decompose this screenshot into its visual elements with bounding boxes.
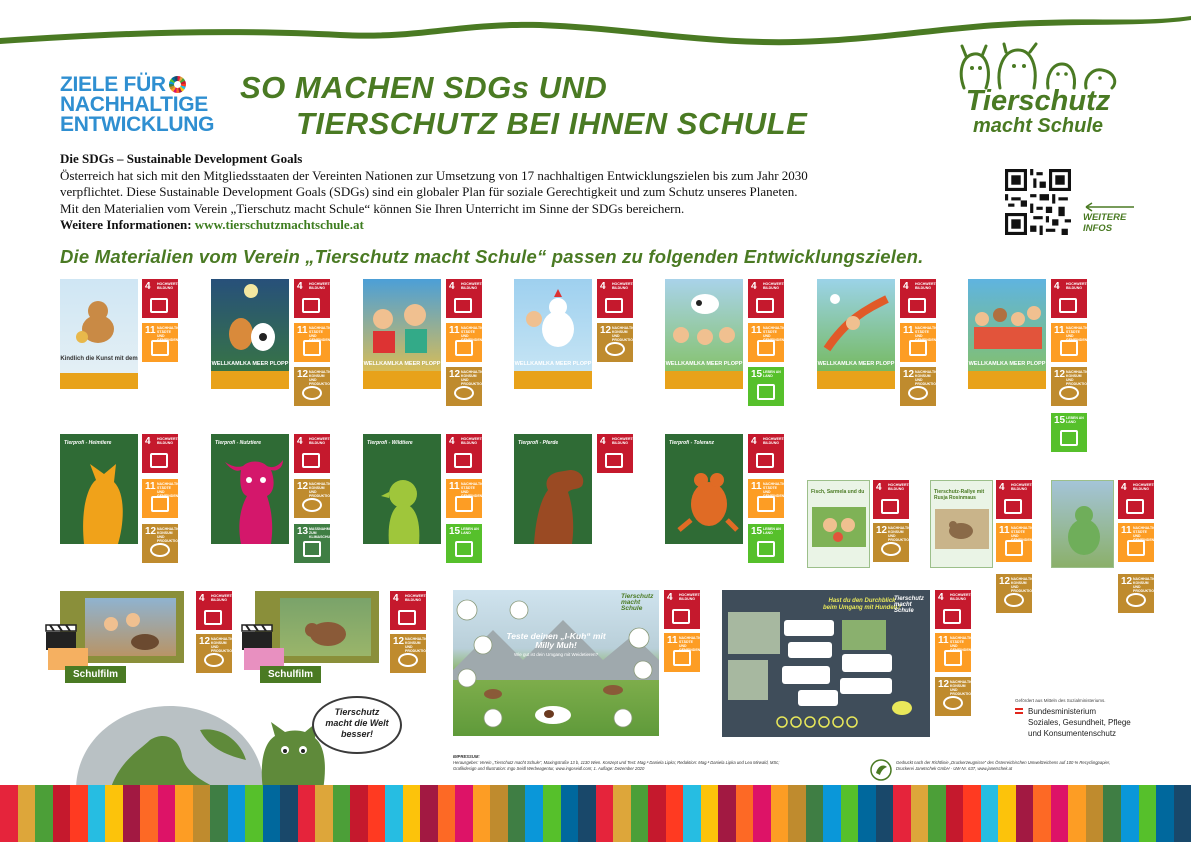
- cover-footer: [363, 371, 441, 389]
- more-infos-line1: WEITERE: [1083, 212, 1127, 223]
- ministry-funding-note: Gefördert aus Mitteln des Sozialministeriums.: [1015, 698, 1106, 703]
- book-cover-6-caption: WELLKAMLKA MEER PLOPP: [817, 361, 895, 367]
- horse-silhouette: [514, 434, 592, 544]
- sdg-tile-4: 4 HOCHWERTIGE BILDUNG: [597, 434, 633, 473]
- cover-footer: [514, 371, 592, 389]
- cover-footer: [817, 371, 895, 389]
- sdg-tile-11: 11 NACHHALTIGE STÄDTE UND GEMEINDEN: [1051, 323, 1087, 362]
- sdg-tile-11: 11 NACHHALTIGE STÄDTE UND GEMEINDEN: [142, 479, 178, 518]
- intro-more-label: Weitere Informationen:: [60, 217, 192, 232]
- booklet-cover-1-title: Fisch, Sarmela und du: [811, 489, 865, 495]
- cover-footer: [60, 373, 138, 389]
- sdg-tile-12: 12 NACHHALTIGE/R KONSUM UND PRODUKTION: [996, 574, 1032, 613]
- animals-outline-icon: [952, 42, 1122, 90]
- impressum-line1: Herausgeber: Verein „Tierschutz macht Schule“, Maxingstraße 13 b, 1130 Wien. Konzept und Text: Mag.ª Daniela Lipka; Redaktion: Mag.ª Daniela Lipka und Lea Mirwald, MSc;: [453, 760, 780, 765]
- cow-silhouette: [211, 434, 289, 544]
- poster-brand: Tierschutz macht Schule: [894, 596, 924, 614]
- sdg-tile-4: 4 HOCHWERTIGE BILDUNG: [748, 434, 784, 473]
- brand-name: Tierschutz: [965, 85, 1111, 117]
- sdg-tile-12: 12 NACHHALTIGE/R KONSUM UND PRODUKTION: [900, 367, 936, 406]
- sdg-tile-12: 12 NACHHALTIGE/R KONSUM UND PRODUKTION: [142, 524, 178, 563]
- poster-cow-quiz[interactable]: [453, 590, 659, 736]
- film-still-1: [85, 598, 176, 656]
- sdg-tile-12: 12 NACHHALTIGE/R KONSUM UND PRODUKTION: [196, 634, 232, 673]
- booklet-cover-1[interactable]: [807, 480, 870, 568]
- tierprofi-cover-4[interactable]: [514, 434, 592, 544]
- headline-line2: TIERSCHUTZ BEI IHNEN SCHULE: [296, 106, 808, 141]
- bird-silhouette: [363, 434, 441, 544]
- sdg-tile-12: 12 NACHHALTIGE/R KONSUM UND PRODUKTION: [935, 677, 971, 716]
- tierprofi-cover-5-title: Tierprofi - Toleranz: [669, 440, 715, 446]
- sdg-tile-12: 12 NACHHALTIGE/R KONSUM UND PRODUKTION: [390, 634, 426, 673]
- dog-safety-illustration: [722, 590, 930, 737]
- sdg-tile-11: 11 NACHHALTIGE STÄDTE UND GEMEINDEN: [935, 633, 971, 672]
- intro-title: Die SDGs – Sustainable Development Goals: [60, 151, 303, 166]
- book-cover-3-caption: WELLKAMLKA MEER PLOPP: [363, 361, 441, 367]
- sdg-tile-4: 4 HOCHWERTIGE BILDUNG: [446, 279, 482, 318]
- sdg-tile-4: 4 HOCHWERTIGE BILDUNG: [390, 591, 426, 630]
- austria-flag-icon: [1015, 708, 1023, 714]
- book-cover-2[interactable]: [211, 279, 289, 389]
- intro-body-3: Mit den Materialien vom Verein „Tierschutz macht Schule“ können Sie Ihren Unterricht im Sinne der SDGs bereichern.: [60, 200, 685, 216]
- tierprofi-cover-2[interactable]: [211, 434, 289, 544]
- sdg-tile-4: 4 HOCHWERTIGE BILDUNG: [1118, 480, 1154, 519]
- slide-illustration: [817, 279, 895, 359]
- sdg-logo-line1: ZIELE FÜR: [60, 73, 166, 96]
- bubble-line1: Tierschutz: [334, 707, 380, 717]
- sdg-tile-4: 4 HOCHWERTIGE BILDUNG: [664, 590, 700, 629]
- sdg-tile-11: 11 NACHHALTIGE STÄDTE UND GEMEINDEN: [142, 323, 178, 362]
- book-cover-4-caption: WELLKAMLKA MEER PLOPP: [514, 361, 592, 367]
- sdg-tile-4: 4 HOCHWERTIGE BILDUNG: [294, 434, 330, 473]
- book-cover-3[interactable]: [363, 279, 441, 389]
- sdg-tile-13: 13 MASSNAHMEN ZUM KLIMASCHUTZ: [294, 524, 330, 563]
- intro-body-1: Österreich hat sich mit den Mitgliedsstaaten der Vereinten Nationen zur Umsetzung von 17 nachhaltigen Entwicklungszielen bis zum Jahr 2030: [60, 167, 808, 183]
- tierprofi-cover-3-title: Tierprofi - Wildtiere: [367, 440, 413, 446]
- brand-logo: [938, 40, 1138, 136]
- tierprofi-cover-1[interactable]: [60, 434, 138, 544]
- tierprofi-cover-5[interactable]: [665, 434, 743, 544]
- group-illustration: [968, 279, 1046, 359]
- intro-text: [60, 151, 990, 234]
- intro-body-2: verpflichtet. Diese Sustainable Development Goals (SDGs) sind ein globaler Plan für soziale Gerechtigkeit und zum Schutz unseres Planeten.: [60, 184, 798, 199]
- sdg-tile-4: 4 HOCHWERTIGE BILDUNG: [748, 279, 784, 318]
- sdg-tile-11: 11 NACHHALTIGE STÄDTE UND GEMEINDEN: [664, 633, 700, 672]
- poster-dog-quiz[interactable]: [722, 590, 930, 737]
- sdg-tile-4: 4 HOCHWERTIGE BILDUNG: [196, 591, 232, 630]
- farm-illustration: [665, 279, 743, 359]
- sdg-tile-11: 11 NACHHALTIGE STÄDTE UND GEMEINDEN: [294, 323, 330, 362]
- sdg-tile-11: 11 NACHHALTIGE STÄDTE UND GEMEINDEN: [748, 323, 784, 362]
- booklet-cover-2-title: Tierschutz-Rallye mit Rusja Rosinmaus: [934, 489, 985, 501]
- sdg-tile-11: 11 NACHHALTIGE STÄDTE UND GEMEINDEN: [446, 479, 482, 518]
- book-cover-6[interactable]: [817, 279, 895, 389]
- print-note-line1: Gedruckt nach der Richtlinie „Druckerzeugnisse“ des Österreichischen Umweltzeichens auf 100 % Recyclingpapier,: [896, 760, 1111, 765]
- brand-subname: macht Schule: [972, 115, 1104, 137]
- impressum: [453, 754, 853, 772]
- schulfilm-1-label: Schulfilm: [65, 666, 126, 683]
- sdg-tile-4: 4 HOCHWERTIGE BILDUNG: [900, 279, 936, 318]
- headline-line1: SO MACHEN SDGs UND: [240, 70, 608, 105]
- sdg-tile-11: 11 NACHHALTIGE STÄDTE UND GEMEINDEN: [900, 323, 936, 362]
- schulfilm-2-label: Schulfilm: [260, 666, 321, 683]
- poster-dog-quiz-title: Hast du den Durchblick beim Umgang mit Hunden?: [823, 598, 901, 611]
- poster-brand: Tierschutz macht Schule: [621, 593, 654, 612]
- website-link[interactable]: www.tierschutzmachtschule.at: [194, 217, 364, 232]
- sdg-wheel-icon: [169, 76, 186, 93]
- book-cover-5-caption: WELLKAMLKA MEER PLOPP: [665, 361, 743, 367]
- qr-code[interactable]: [1005, 169, 1071, 235]
- bubble-line3: besser!: [340, 729, 374, 739]
- speech-bubble: [312, 696, 402, 754]
- dragon-illustration: [1052, 481, 1115, 569]
- book-cover-5[interactable]: [665, 279, 743, 389]
- ministry-line3: und Konsumentenschutz: [1028, 729, 1117, 738]
- book-cover-1[interactable]: [60, 279, 138, 389]
- book-cover-7-caption: WELLKAMLKA MEER PLOPP: [968, 361, 1046, 367]
- sdg-tile-15: 15 LEBEN AN LAND: [1051, 413, 1087, 452]
- sdg-tile-4: 4 HOCHWERTIGE BILDUNG: [873, 480, 909, 519]
- sdg-tile-12: 12 NACHHALTIGE/R KONSUM UND PRODUKTION: [1051, 367, 1087, 406]
- book-cover-7[interactable]: [968, 279, 1046, 389]
- sdg-tile-15: 15 LEBEN AN LAND: [748, 367, 784, 406]
- book-cover-2-caption: WELLKAMLKA MEER PLOPP: [211, 361, 289, 367]
- tierprofi-cover-2-title: Tierprofi - Nutztiere: [215, 440, 262, 446]
- materials-subhead: Die Materialien vom Verein „Tierschutz macht Schule“ passen zu folgenden Entwicklungszielen.: [60, 246, 924, 267]
- sdg-tile-4: 4 HOCHWERTIGE BILDUNG: [142, 279, 178, 318]
- arrow-left-icon: [1084, 202, 1136, 212]
- sdg-logo: [60, 73, 215, 136]
- booklet-cover-2[interactable]: [930, 480, 993, 568]
- ministry-line2: Soziales, Gesundheit, Pflege: [1028, 718, 1131, 727]
- sdg-tile-15: 15 LEBEN AN LAND: [446, 524, 482, 563]
- impressum-line2: Grafikdesign und Illustration: Ingo Seidl Werbeagentur, www.ingoseidl.com; 1. Auflage: Dezember 2020: [453, 766, 645, 771]
- cover-footer: [968, 371, 1046, 389]
- print-note: [896, 760, 1186, 772]
- sdg-tile-15: 15 LEBEN AN LAND: [748, 524, 784, 563]
- cat-silhouette: [60, 434, 138, 544]
- sdg-logo-line2: NACHHALTIGE: [60, 93, 208, 116]
- booklet-cover-3[interactable]: [1051, 480, 1114, 568]
- sdg-logo-line3: ENTWICKLUNG: [60, 113, 215, 136]
- tierprofi-cover-4-title: Tierprofi - Pferde: [518, 440, 559, 446]
- sdg-tile-11: 11 NACHHALTIGE STÄDTE UND GEMEINDEN: [996, 523, 1032, 562]
- tierprofi-cover-3[interactable]: [363, 434, 441, 544]
- sdg-tile-12: 12 NACHHALTIGE/R KONSUM UND PRODUKTION: [446, 367, 482, 406]
- sdg-tile-12: 12 NACHHALTIGE/R KONSUM UND PRODUKTION: [597, 323, 633, 362]
- tierprofi-cover-1-title: Tierprofi - Heimtiere: [64, 440, 112, 446]
- more-infos-label: [1083, 212, 1126, 234]
- cover-footer: [211, 371, 289, 389]
- more-infos-line2: INFOS: [1083, 223, 1113, 234]
- sdg-color-stripes: [0, 785, 1191, 842]
- impressum-title: IMPRESSUM:: [453, 754, 480, 759]
- sdg-tile-11: 11 NACHHALTIGE STÄDTE UND GEMEINDEN: [1118, 523, 1154, 562]
- book-cover-1-caption: Kindlich die Kunst mit dem: [60, 356, 138, 362]
- sdg-tile-4: 4 HOCHWERTIGE BILDUNG: [935, 590, 971, 629]
- poster-cow-quiz-subtitle: Wie gut ist dein Umgang mit Weidetieren?: [514, 652, 598, 657]
- chicken-illustration: [514, 279, 592, 359]
- sdg-tile-4: 4 HOCHWERTIGE BILDUNG: [996, 480, 1032, 519]
- eco-label-icon: [870, 759, 892, 781]
- sdg-tile-12: 12 NACHHALTIGE/R KONSUM UND PRODUKTION: [1118, 574, 1154, 613]
- film-still-2: [280, 598, 371, 656]
- bubble-line2: macht die Welt: [325, 718, 389, 728]
- sdg-tile-11: 11 NACHHALTIGE STÄDTE UND GEMEINDEN: [446, 323, 482, 362]
- sdg-tile-12: 12 NACHHALTIGE/R KONSUM UND PRODUKTION: [294, 479, 330, 518]
- sdg-tile-12: 12 NACHHALTIGE/R KONSUM UND PRODUKTION: [873, 523, 909, 562]
- sdg-tile-4: 4 HOCHWERTIGE BILDUNG: [446, 434, 482, 473]
- globe-illustration: [70, 700, 270, 790]
- children-illustration: [363, 279, 441, 359]
- sdg-tile-11: 11 NACHHALTIGE STÄDTE UND GEMEINDEN: [748, 479, 784, 518]
- sdg-tile-4: 4 HOCHWERTIGE BILDUNG: [142, 434, 178, 473]
- poster-cow-quiz-title: Teste deinen „I-Kuh“ mit Milly Muh!: [506, 631, 606, 650]
- ministry-logo: [1028, 706, 1131, 739]
- frog-silhouette: [665, 434, 743, 544]
- animals-illustration: [211, 279, 289, 359]
- ministry-line1: Bundesministerium: [1028, 707, 1097, 716]
- sdg-tile-12: 12 NACHHALTIGE/R KONSUM UND PRODUKTION: [294, 367, 330, 406]
- print-note-line2: Druckerei Janetschek GmbH · UW-Nr. 637, www.janetschek.at: [896, 766, 1013, 771]
- sdg-tile-4: 4 HOCHWERTIGE BILDUNG: [1051, 279, 1087, 318]
- sdg-tile-4: 4 HOCHWERTIGE BILDUNG: [294, 279, 330, 318]
- book-cover-4[interactable]: [514, 279, 592, 389]
- cover-footer: [665, 371, 743, 389]
- sdg-tile-4: 4 HOCHWERTIGE BILDUNG: [597, 279, 633, 318]
